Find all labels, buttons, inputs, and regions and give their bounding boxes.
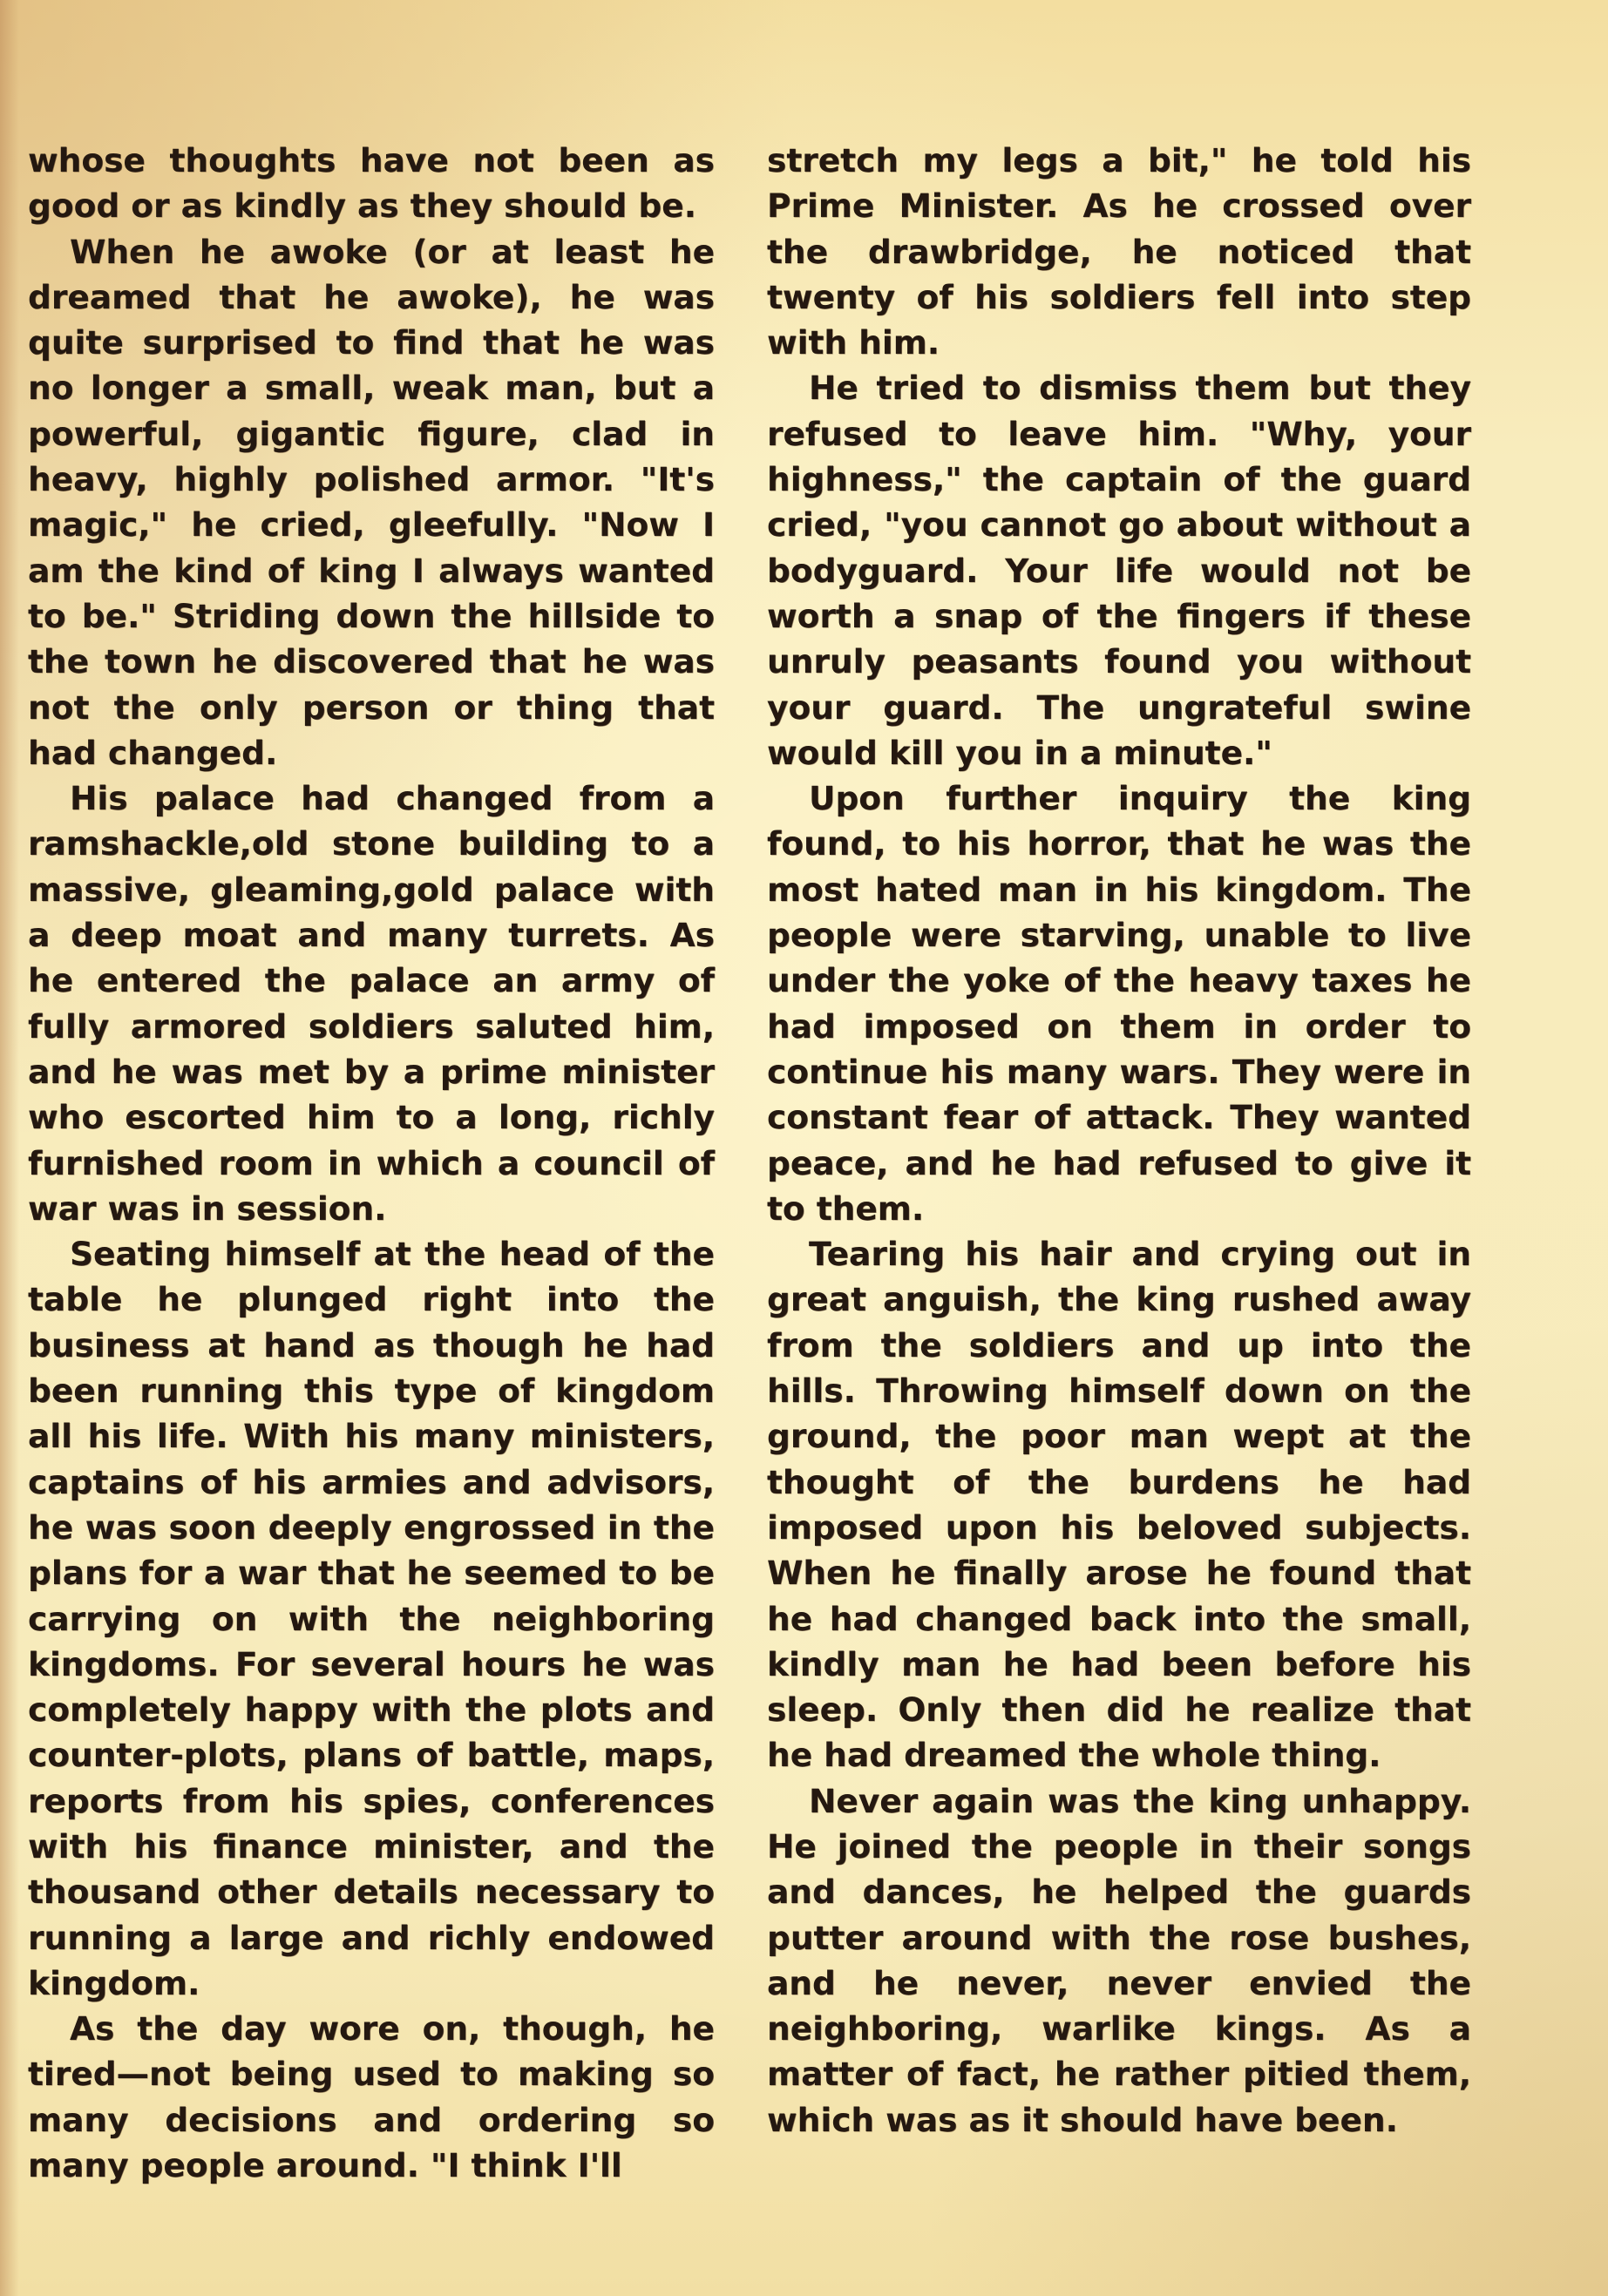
left-paragraph-1: whose thoughts have not been as good or as kindly as they should be. (28, 141, 715, 226)
page-edge-shadow (0, 0, 19, 2296)
right-column (767, 138, 1471, 2143)
right-paragraph-1: stretch my legs a bit," he told his Prime Minister. As he crossed over the drawbridge, he noticed that twenty of his soldiers fell into step with him. (767, 141, 1471, 362)
right-paragraph-2: He tried to dismiss them but they refused to leave him. "Why, your highness," the captain of the guard cried, "you cannot go about without a bodyguard. Your life would not be worth a snap of the fingers if these unruly peasants found you without your guard. The ungrateful swine would kill you in a minute." (767, 369, 1471, 772)
left-paragraph-5: As the day wore on, though, he tired—not being used to making so many decisions and ordering so many people around. "I think I'll (28, 2009, 715, 2185)
right-paragraph-4: Tearing his hair and crying out in great anguish, the king rushed away from the soldiers and up into the hills. Throwing himself down on the ground, the poor man wept at the thought of the burdens he had imposed upon his beloved subjects. When he finally arose he found that he had changed back into the small, kindly man he had been before his sleep. Only then did he realize that he had dreamed the whole thing. (767, 1235, 1471, 1775)
left-paragraph-4: Seating himself at the head of the table he plunged right into the business at hand as though he had been running this type of kingdom all his life. With his many ministers, captains of his armies and advisors, he was soon deeply engrossed in the plans for a war that he seemed to be carrying on with the neighboring kingdoms. For several hours he was completely happy with the plots and counter-plots, plans of battle, maps, reports from his spies, conferences with his finance minister, and the thousand other details necessary to running a large and richly endowed kingdom. (28, 1235, 715, 2002)
right-paragraph-5: Never again was the king unhappy. He joined the people in their songs and dances, he helped the guards putter around with the rose bushes, and he never, never envied the neighboring, warlike kings. As a matter of fact, he rather pitied them, which was as it should have been. (767, 1781, 1471, 2139)
left-paragraph-2: When he awoke (or at least he dreamed that he awoke), he was quite surprised to find that he was no longer a small, weak man, but a powerful, gigantic figure, clad in heavy, highly polished armor. "It's magic," he cried, gleefully. "Now I am the kind of king I always wanted to be." Striding down the hillside to the town he discovered that he was not the only person or thing that had changed. (28, 232, 715, 772)
right-paragraph-3: Upon further inquiry the king found, to his horror, that he was the most hated man in his kingdom. The people were starving, unable to live under the yoke of the heavy taxes he had imposed on them in order to continue his many wars. They were in constant fear of attack. They wanted peace, and he had refused to give it to them. (767, 779, 1471, 1228)
left-column (28, 138, 715, 2188)
left-paragraph-3: His palace had changed from a ramshackle,old stone building to a massive, gleaming,gold palace with a deep moat and many turrets. As he entered the palace an army of fully armored soldiers saluted him, and he was met by a prime minister who escorted him to a long, richly furnished room in which a council of war was in session. (28, 779, 715, 1228)
